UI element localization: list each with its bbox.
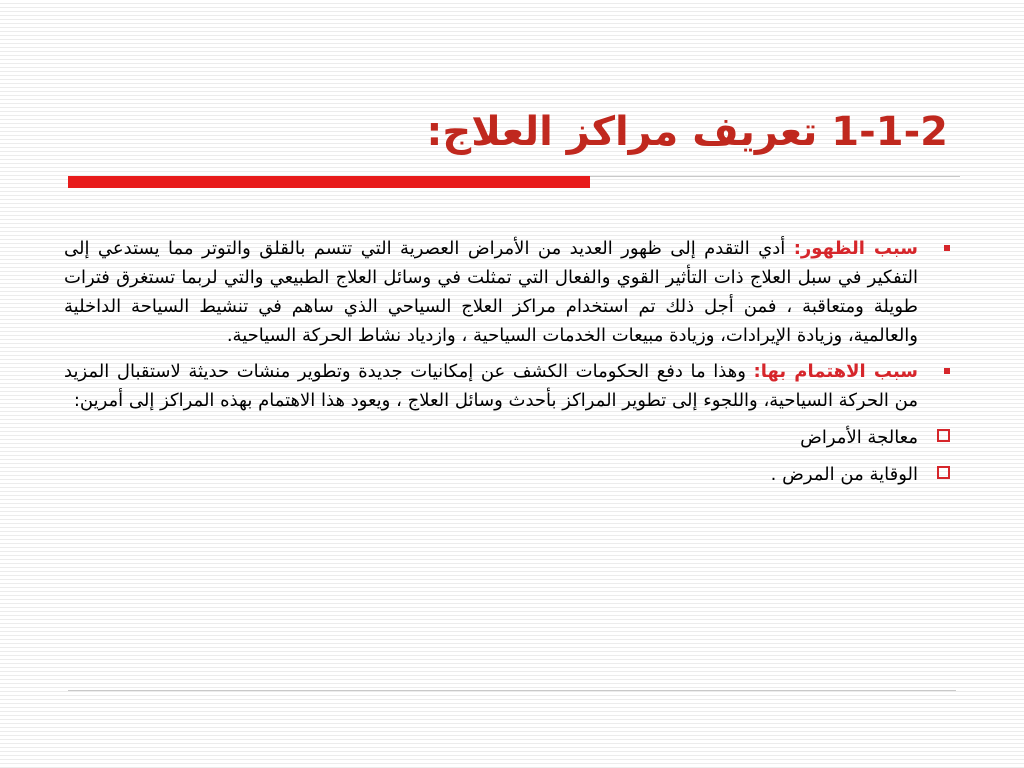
bullet-item-emergence [64, 234, 956, 350]
footer-rule [68, 690, 956, 691]
hollow-square-bullet-icon [937, 429, 950, 442]
sub-item-treatment-text: معالجة الأمراض [800, 427, 918, 448]
sub-item-treatment [64, 422, 956, 453]
sub-item-prevention-text: الوقاية من المرض . [770, 464, 918, 485]
bullet-text-emergence: أدي التقدم إلى ظهور العديد من الأمراض العصرية التي تتسم بالقلق والتوتر مما يستدعي إلى التفكير في سبل العلاج ذات التأثير القوي والفعال التي تمثلت في وسائل العلاج الطبيعي والتي لربما تستغرق فترات طويلة ومتعاقبة ، فمن أجل ذلك تم استخدام مراكز العلاج السياحي الذي ساهم في تنشيط السياحة الداخلية والعالمية، وزيادة الإيرادات، وزيادة مبيعات الخدمات السياحية ، وازدياد نشاط الحركة السياحية. [64, 238, 918, 346]
sub-item-prevention [64, 459, 956, 490]
slide-content [64, 234, 956, 496]
bullet-text-interest: وهذا ما دفع الحكومات الكشف عن إمكانيات جديدة وتطوير منشات حديثة لاستقبال المزيد من الحركة السياحية، واللجوء إلى تطوير المراكز بأحدث وسائل العلاج ، ويعود هذا الاهتمام بهذه المراكز إلى أمرين: [64, 361, 918, 411]
hollow-square-bullet-icon [937, 466, 950, 479]
bullet-lead-interest: سبب الاهتمام بها: [753, 361, 918, 382]
square-bullet-icon [944, 245, 950, 251]
slide-title: 1-1-2 تعريف مراكز العلاج: [426, 109, 948, 155]
bullet-lead-emergence: سبب الظهور: [793, 238, 918, 259]
square-bullet-icon [944, 368, 950, 374]
title-accent-bar [68, 176, 590, 188]
bullet-item-interest [64, 357, 956, 415]
